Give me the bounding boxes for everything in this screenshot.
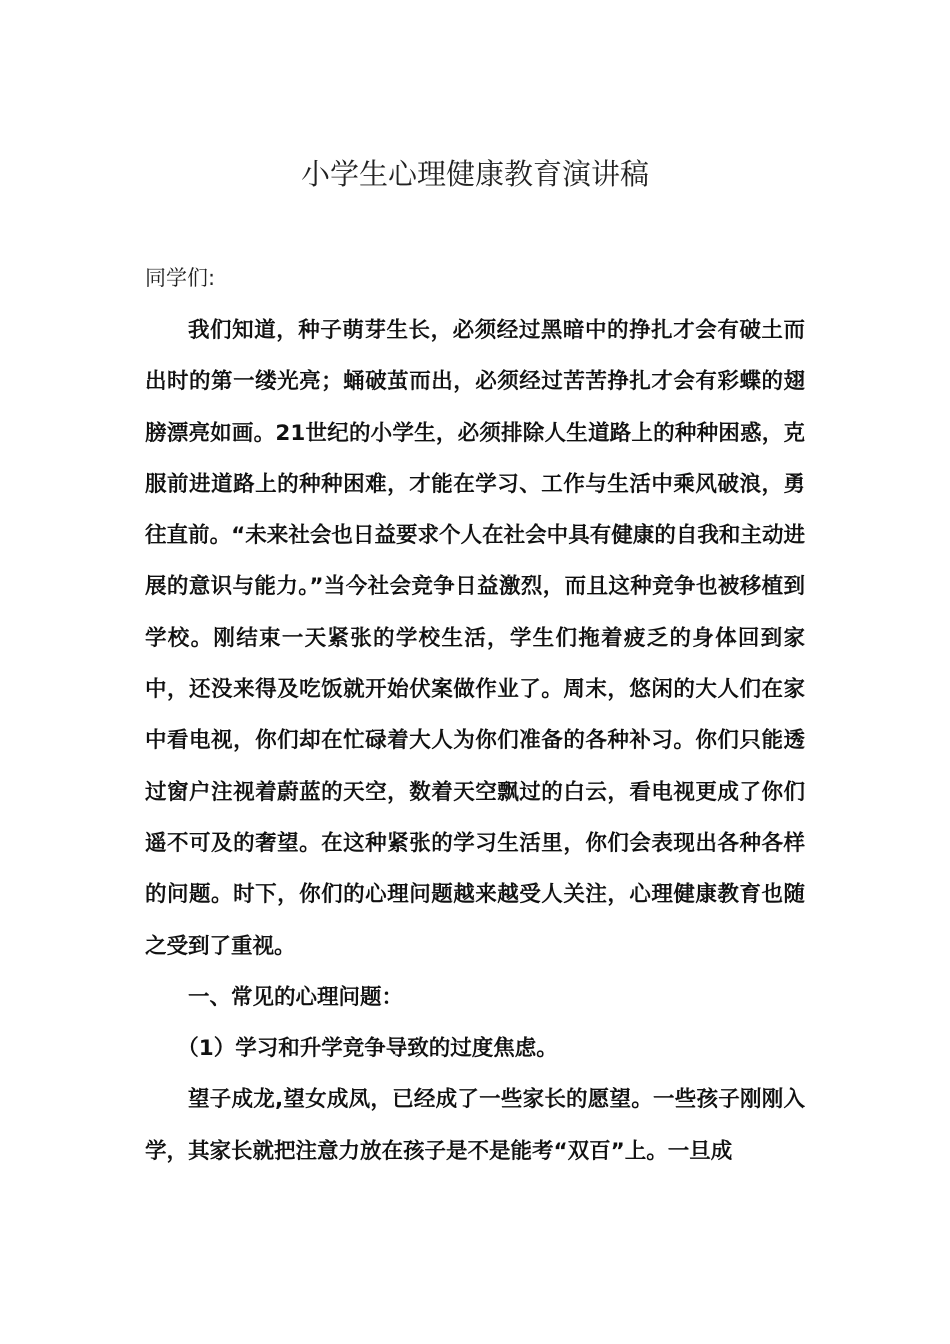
document-title: 小学生心理健康教育演讲稿 <box>300 157 649 191</box>
paragraph-continued: 望子成龙,望女成凤，已经成了一些家长的愿望。一些孩子刚刚入学，其家长就把注意力放在孩子是不是能考“双百”上。一旦成 <box>145 1087 805 1164</box>
section-heading: 一、常见的心理问题： <box>188 984 404 1010</box>
salutation: 同学们: <box>145 266 216 290</box>
paragraph-intro: 我们知道，种子萌芽生长，必须经过黑暗中的挣扎才会有破土而出时的第一缕光亮；蛹破茧而出，必须经过苦苦挣扎才会有彩蝶的翅膀漂亮如画。21世纪的小学生，必须排除人生道路上的种种困惑，克服前进道路上的种种困难，才能在学习、工作与生活中乘风破浪，勇往直前。“未来社会也日益要求个人在社会中具有健康的自我和主动进展的意识与能力。”当今社会竞争日益激烈，而且这种竞争也被移植到学校。刚结束一天紧张的学校生活，学生们拖着疲乏的身体回到家中，还没来得及吃饭就开始伏案做作业了。周末，悠闲的大人们在家中看电视，你们却在忙碌着大人为你们准备的各种补习。你们只能透过窗户注视着蔚蓝的天空，数着天空飘过的白云，看电视更成了你们遥不可及的奢望。在这种紧张的学习生活里，你们会表现出各种各样的问题。时下，你们的心理问题越来越受人关注，心理健康教育也随之受到了重视。 <box>145 318 805 959</box>
subsection-heading: （1）学习和升学竞争导致的过度焦虑。 <box>177 1036 558 1062</box>
document-body <box>145 305 805 1177</box>
